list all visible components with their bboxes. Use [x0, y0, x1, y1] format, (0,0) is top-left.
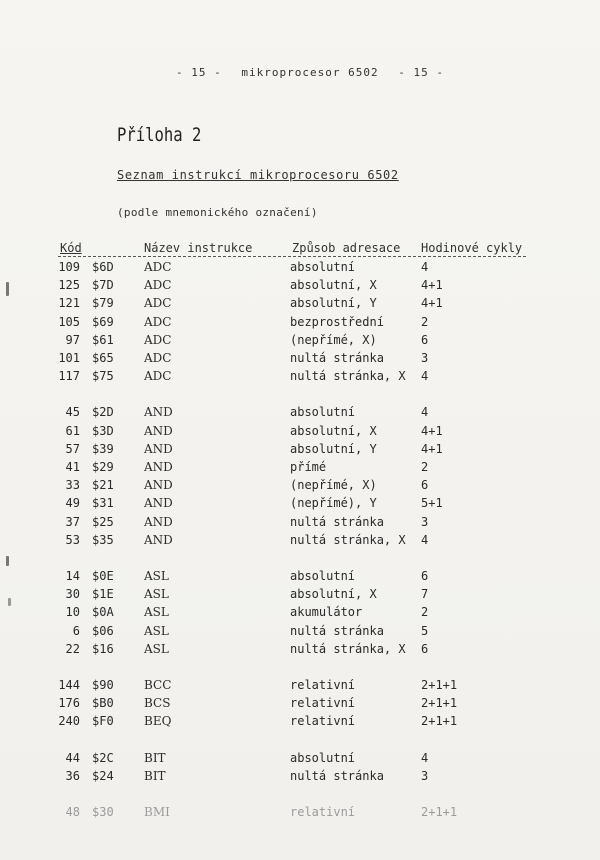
cell-hex: $6D: [92, 260, 114, 274]
table-row: [0, 403, 600, 421]
cell-mnemonic: ADC: [144, 351, 172, 365]
table-row: [0, 494, 600, 512]
cell-code: 240: [58, 714, 80, 729]
cell-addressing-mode: absolutní, Y: [290, 296, 377, 311]
cell-cycles: 7: [421, 587, 429, 602]
column-header-name: Název instrukce: [144, 241, 253, 255]
table-row: [0, 803, 600, 821]
cell-mnemonic: BCC: [144, 678, 172, 692]
cell-addressing-mode: nultá stránka: [290, 351, 384, 365]
column-header-cycles: Hodinové cykly: [421, 241, 523, 255]
table-row: [0, 640, 600, 658]
cell-addressing-mode: absolutní, X: [290, 423, 377, 438]
column-header-mode: Způsob adresace: [292, 241, 401, 255]
cell-mnemonic: ADC: [144, 278, 172, 293]
cell-addressing-mode: nultá stránka, X: [290, 369, 406, 384]
cell-code: 22: [65, 641, 80, 656]
cell-hex: $F0: [92, 714, 114, 729]
cell-mnemonic: ASL: [144, 587, 169, 602]
cell-addressing-mode: relativní: [290, 696, 356, 711]
cell-addressing-mode: relativní: [290, 805, 356, 819]
cell-cycles: 4+1: [421, 278, 443, 293]
cell-cycles: 2+1+1: [421, 714, 458, 729]
table-row: [0, 749, 600, 767]
cell-cycles: 6: [421, 569, 429, 583]
cell-code: 45: [65, 405, 80, 420]
cell-mnemonic: BCS: [144, 696, 171, 711]
cell-addressing-mode: akumulátor: [290, 605, 363, 620]
cell-mnemonic: ADC: [144, 369, 172, 384]
cell-cycles: 4+1: [421, 441, 443, 456]
cell-hex: $2C: [92, 750, 114, 765]
cell-hex: $61: [92, 332, 114, 347]
cell-mnemonic: AND: [144, 496, 173, 511]
cell-addressing-mode: bezprostřední: [290, 314, 384, 329]
cell-code: 41: [65, 460, 80, 474]
cell-hex: $3D: [92, 423, 114, 438]
cell-mnemonic: ADC: [144, 260, 172, 274]
cell-code: 6: [72, 623, 80, 638]
cell-hex: $0E: [92, 569, 114, 583]
page-header: [0, 66, 600, 79]
cell-hex: $69: [92, 314, 114, 329]
cell-mnemonic: BIT: [144, 750, 166, 765]
cell-cycles: 5+1: [421, 496, 443, 511]
cell-hex: $39: [92, 441, 114, 456]
cell-mnemonic: AND: [144, 405, 173, 420]
cell-cycles: 2: [421, 605, 429, 620]
table-row: [0, 294, 600, 312]
table-row: [0, 349, 600, 367]
table-row: [0, 331, 600, 349]
cell-cycles: 3: [421, 514, 429, 529]
table-row: [0, 513, 600, 531]
cell-code: 48: [65, 805, 80, 819]
cell-code: 117: [58, 369, 80, 384]
cell-cycles: 6: [421, 478, 429, 493]
cell-hex: $79: [92, 296, 114, 311]
cell-code: 109: [58, 260, 80, 274]
cell-addressing-mode: absolutní: [290, 260, 356, 274]
cell-mnemonic: AND: [144, 478, 173, 493]
cell-code: 105: [58, 314, 80, 329]
cell-hex: $25: [92, 514, 114, 529]
cell-mnemonic: AND: [144, 532, 173, 547]
table-note: (podle mnemonického označení): [117, 206, 318, 219]
cell-cycles: 4+1: [421, 296, 443, 311]
cell-cycles: 5: [421, 623, 429, 638]
cell-addressing-mode: přímé: [290, 460, 327, 474]
cell-addressing-mode: (nepřímé, X): [290, 332, 377, 347]
cell-code: 10: [65, 605, 80, 620]
cell-hex: $30: [92, 805, 114, 819]
cell-cycles: 2+1+1: [421, 696, 458, 711]
table-row: [0, 712, 600, 730]
table-row: [0, 676, 600, 694]
cell-cycles: 2: [421, 314, 429, 329]
cell-addressing-mode: absolutní, X: [290, 278, 377, 293]
cell-addressing-mode: (nepřímé), Y: [290, 496, 377, 511]
cell-mnemonic: BEQ: [144, 714, 172, 729]
cell-addressing-mode: nultá stránka: [290, 768, 384, 783]
cell-cycles: 6: [421, 332, 429, 347]
cell-hex: $0A: [92, 605, 114, 620]
header-rule: [58, 256, 526, 257]
table-row: [0, 622, 600, 640]
table-row: [0, 603, 600, 621]
cell-hex: $90: [92, 678, 114, 692]
table-title: Seznam instrukcí mikroprocesoru 6502: [117, 168, 399, 182]
cell-code: 176: [58, 696, 80, 711]
cell-mnemonic: ADC: [144, 296, 172, 311]
cell-code: 97: [65, 332, 80, 347]
cell-cycles: 4: [421, 532, 429, 547]
table-row: [0, 585, 600, 603]
cell-code: 57: [65, 441, 80, 456]
cell-addressing-mode: absolutní, X: [290, 587, 377, 602]
cell-code: 14: [65, 569, 80, 583]
cell-mnemonic: ADC: [144, 314, 172, 329]
table-row: [0, 767, 600, 785]
cell-cycles: 4: [421, 260, 429, 274]
cell-addressing-mode: absolutní: [290, 569, 356, 583]
table-row: [0, 367, 600, 385]
cell-hex: $29: [92, 460, 114, 474]
header-page-number-right: - 15 -: [398, 66, 444, 79]
table-row: [0, 694, 600, 712]
cell-mnemonic: ADC: [144, 332, 172, 347]
cell-hex: $75: [92, 369, 114, 384]
scan-mark: [6, 556, 9, 566]
cell-mnemonic: ASL: [144, 569, 169, 583]
cell-cycles: 3: [421, 768, 429, 783]
cell-mnemonic: ASL: [144, 641, 169, 656]
cell-hex: $B0: [92, 696, 114, 711]
column-header-code: Kód: [60, 241, 82, 255]
cell-hex: $7D: [92, 278, 114, 293]
scan-mark: [8, 598, 11, 606]
cell-mnemonic: BMI: [144, 805, 170, 819]
cell-mnemonic: AND: [144, 514, 173, 529]
cell-hex: $06: [92, 623, 114, 638]
cell-addressing-mode: relativní: [290, 714, 356, 729]
cell-code: 53: [65, 532, 80, 547]
cell-cycles: 4: [421, 750, 429, 765]
cell-code: 121: [58, 296, 80, 311]
cell-addressing-mode: absolutní: [290, 405, 356, 420]
cell-cycles: 6: [421, 641, 429, 656]
cell-cycles: 4: [421, 405, 429, 420]
cell-addressing-mode: nultá stránka: [290, 514, 384, 529]
cell-code: 49: [65, 496, 80, 511]
table-row: [0, 440, 600, 458]
cell-mnemonic: ASL: [144, 605, 169, 620]
cell-mnemonic: ASL: [144, 623, 169, 638]
table-row: [0, 258, 600, 276]
cell-hex: $16: [92, 641, 114, 656]
cell-hex: $1E: [92, 587, 114, 602]
cell-addressing-mode: absolutní, Y: [290, 441, 377, 456]
cell-code: 37: [65, 514, 80, 529]
cell-cycles: 4: [421, 369, 429, 384]
cell-addressing-mode: relativní: [290, 678, 356, 692]
cell-addressing-mode: nultá stránka, X: [290, 641, 406, 656]
cell-mnemonic: AND: [144, 423, 173, 438]
header-page-number-left: - 15 -: [176, 66, 222, 79]
table-row: [0, 476, 600, 494]
cell-hex: $31: [92, 496, 114, 511]
cell-cycles: 2+1+1: [421, 805, 458, 819]
cell-code: 33: [65, 478, 80, 493]
cell-code: 36: [65, 768, 80, 783]
table-row: [0, 567, 600, 585]
cell-code: 125: [58, 278, 80, 293]
table-row: [0, 531, 600, 549]
table-row: [0, 313, 600, 331]
cell-code: 101: [58, 351, 80, 365]
cell-hex: $65: [92, 351, 114, 365]
cell-addressing-mode: nultá stránka, X: [290, 532, 406, 547]
cell-hex: $35: [92, 532, 114, 547]
cell-cycles: 4+1: [421, 423, 443, 438]
cell-cycles: 2+1+1: [421, 678, 458, 692]
cell-cycles: 2: [421, 460, 429, 474]
cell-mnemonic: AND: [144, 460, 173, 474]
cell-hex: $21: [92, 478, 114, 493]
table-row: [0, 276, 600, 294]
cell-code: 61: [65, 423, 80, 438]
cell-cycles: 3: [421, 351, 429, 365]
cell-code: 44: [65, 750, 80, 765]
cell-code: 144: [58, 678, 80, 692]
cell-code: 30: [65, 587, 80, 602]
cell-mnemonic: BIT: [144, 768, 166, 783]
cell-mnemonic: AND: [144, 441, 173, 456]
appendix-title: Příloha 2: [117, 124, 202, 146]
cell-addressing-mode: (nepřímé, X): [290, 478, 377, 493]
header-running-title: mikroprocesor 6502: [241, 66, 379, 79]
cell-addressing-mode: nultá stránka: [290, 623, 384, 638]
table-row: [0, 422, 600, 440]
scan-mark: [6, 282, 9, 296]
cell-addressing-mode: absolutní: [290, 750, 356, 765]
cell-hex: $2D: [92, 405, 114, 420]
table-row: [0, 458, 600, 476]
cell-hex: $24: [92, 768, 114, 783]
